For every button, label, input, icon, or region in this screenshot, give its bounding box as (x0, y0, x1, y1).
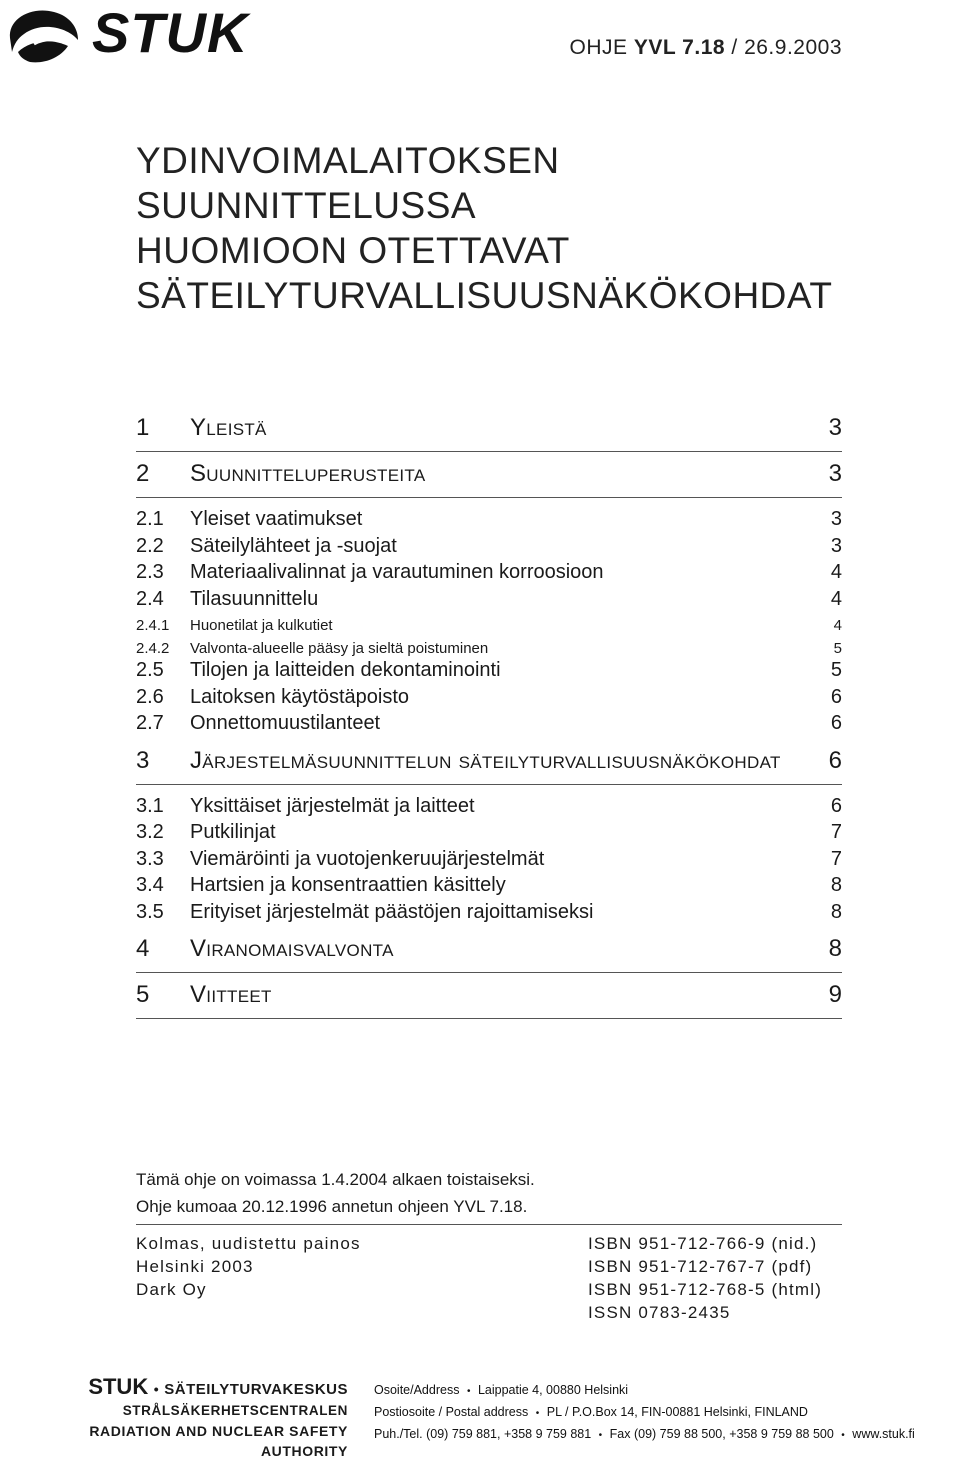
stuk-logo-wordmark: STUK (92, 1, 249, 64)
toc-entry-2-2[interactable]: 2.2 Säteilylähteet ja -suojat 3 (136, 534, 842, 557)
toc-entry-3-2[interactable]: 3.2 Putkilinjat 7 (136, 821, 842, 843)
title-line: SÄTEILYTURVALLISUUSNÄKÖKOHDAT (136, 275, 833, 316)
title-line: SUUNNITTELUSSA (136, 185, 477, 226)
toc-entry-3-4[interactable]: 3.4 Hartsien ja konsentraattien käsittely 8 (136, 874, 842, 896)
toc-entry-2-4-1[interactable]: 2.4.1 Huonetilat ja kulkutiet 4 (136, 617, 842, 634)
bullet-icon: • (466, 1386, 471, 1397)
table-of-contents (136, 406, 842, 1019)
toc-entry-3[interactable]: 3 Järjestelmäsuunnittelun säteilyturvallisuusnäkökohdat 6 (136, 739, 842, 785)
toc-entry-2-6[interactable]: 2.6 Laitoksen käytöstäpoisto 6 (136, 685, 842, 708)
toc-entry-3-1[interactable]: 3.1 Yksittäiset järjestelmät ja laitteet 6 (136, 794, 842, 817)
toc-entry-2-3[interactable]: 2.3 Materiaalivalinnat ja varautuminen korroosioon 4 (136, 561, 842, 583)
validity-line: Tämä ohje on voimassa 1.4.2004 alkaen toistaiseksi. (136, 1170, 535, 1189)
stuk-logo (4, 1, 249, 66)
toc-entry-1[interactable]: 1 Yleistä 3 (136, 406, 842, 452)
title-line: HUOMIOON OTETTAVAT (136, 230, 570, 271)
footer-address: Osoite/Address • Laippatie 4, 00880 Helsinki Postiosoite / Postal address • PL / P.O.Box 14, FIN-00881 Helsinki, FINLAND Puh./Tel. (09) 759 881, +358 9 759 881 • Fax (09) 759 88 500, +358 9 759 88 500 • www.stuk.fi (374, 1383, 915, 1441)
bullet-icon: • (598, 1430, 603, 1441)
isbn-info: ISBN 951-712-766-9 (nid.) ISBN 951-712-767-7 (pdf) ISBN 951-712-768-5 (html) ISSN 0783-2435 (588, 1234, 823, 1322)
bullet-icon: • (153, 1381, 159, 1397)
toc-entry-2-5[interactable]: 2.5 Tilojen ja laitteiden dekontaminointi 5 (136, 659, 842, 681)
website-link[interactable]: www.stuk.fi (852, 1427, 915, 1441)
edition-info: Kolmas, uudistettu painos Helsinki 2003 Dark Oy (136, 1234, 361, 1299)
toc-entry-5[interactable]: 5 Viitteet 9 (136, 973, 842, 1019)
document-title (136, 138, 856, 318)
validity-notice (136, 1166, 842, 1225)
footer-organization: STUK • SÄTEILYTURVAKESKUS STRÅLSÄKERHETSCENTRALEN RADIATION AND NUCLEAR SAFETY AUTHORITY (88, 1374, 348, 1459)
toc-entry-4[interactable]: 4 Viranomaisvalvonta 8 (136, 927, 842, 973)
toc-entry-2-4[interactable]: 2.4 Tilasuunnittelu 4 (136, 587, 842, 610)
toc-entry-2-1[interactable]: 2.1 Yleiset vaatimukset 3 (136, 508, 842, 530)
toc-entry-2[interactable]: 2 Suunnitteluperusteita 3 (136, 452, 842, 498)
validity-line: Ohje kumoaa 20.12.1996 annetun ohjeen YVL 7.18. (136, 1197, 528, 1216)
toc-entry-2-4-2[interactable]: 2.4.2 Valvonta-alueelle pääsy ja sieltä poistuminen 5 (136, 639, 842, 657)
bullet-icon: • (535, 1408, 540, 1419)
toc-entry-3-5[interactable]: 3.5 Erityiset järjestelmät päästöjen rajoittamiseksi 8 (136, 900, 842, 923)
toc-entry-3-3[interactable]: 3.3 Viemäröinti ja vuotojenkeruujärjestelmät 7 (136, 847, 842, 870)
bullet-icon: • (841, 1430, 845, 1441)
document-reference: OHJE YVL 7.18 / 26.9.2003 (569, 36, 842, 59)
title-line: YDINVOIMALAITOKSEN (136, 140, 560, 181)
toc-entry-2-7[interactable]: 2.7 Onnettomuustilanteet 6 (136, 712, 842, 734)
